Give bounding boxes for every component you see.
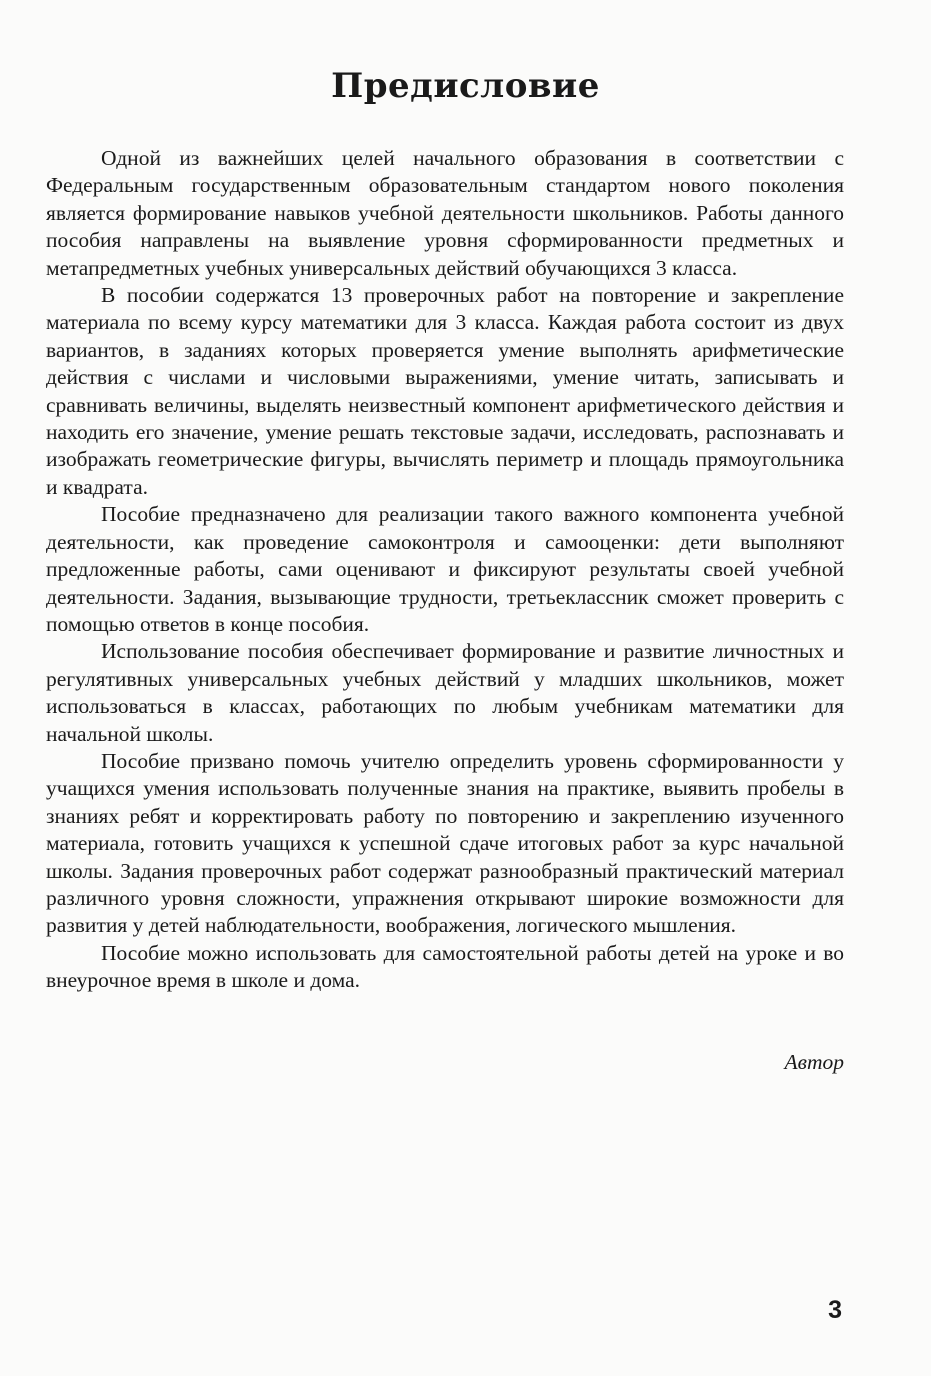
- paragraph-5: Пособие призвано помочь учителю определить уровень сформированности у учащихся умения использовать полученные знания на практике, выявить пробелы в знаниях ребят и корректировать работу по повторению и закреплению изученного материала, готовить учащихся к успешной сдаче итоговых работ за курс начальной школы. Задания проверочных работ содержат разнообразный практический материал различного уровня сложности, упражнения открывают широкие возможности для развития у детей наблюдательности, воображения, логического мышления.: [46, 748, 844, 938]
- paragraph-1: Одной из важнейших целей начального образования в соответствии с Федеральным государственным образовательным стандартом нового поколения является формирование навыков учебной деятельности школьников. Работы данного пособия направлены на выявление уровня сформированности предметных и метапредметных учебных универсальных действий обучающихся 3 класса.: [46, 146, 844, 280]
- author-signature: Автор: [784, 1050, 844, 1074]
- paragraph-3: Пособие предназначено для реализации такого важного компонента учебной деятельности, как проведение самоконтроля и самооценки: дети выполняют предложенные работы, сами оценивают и фиксируют результаты своей учебной деятельности. Задания, вызывающие трудности, третьеклассник сможет проверить с помощью ответов в конце пособия.: [46, 502, 844, 636]
- paragraph-4: Использование пособия обеспечивает формирование и развитие личностных и регулятивных универсальных учебных действий у младших школьников, может использоваться в классах, работающих по любым учебникам математики для начальной школы.: [46, 639, 844, 746]
- preface-body: [46, 145, 844, 995]
- page-number: 3: [828, 1296, 842, 1324]
- page-title: Предисловие: [331, 66, 600, 106]
- paragraph-6: Пособие можно использовать для самостоятельной работы детей на уроке и во внеурочное время в школе и дома.: [46, 940, 844, 993]
- paragraph-2: В пособии содержатся 13 проверочных работ на повторение и закрепление материала по всему курсу математики для 3 класса. Каждая работа состоит из двух вариантов, в заданиях которых проверяется умение выполнять арифметические действия с числами и числовыми выражениями, умение читать, записывать и сравнивать величины, выделять неизвестный компонент арифметического действия и находить его значение, умение решать текстовые задачи, исследовать, распознавать и изображать геометрические фигуры, вычислять периметр и площадь прямоугольника и квадрата.: [46, 283, 844, 499]
